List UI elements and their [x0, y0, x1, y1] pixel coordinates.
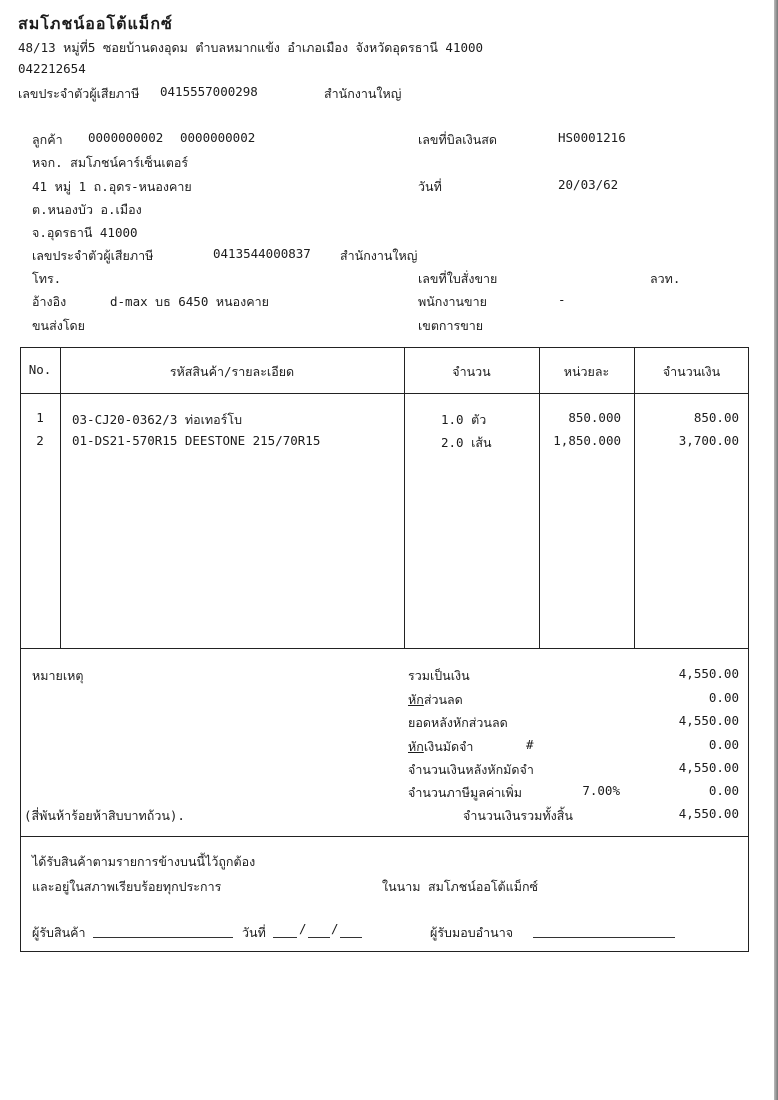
customer-address-1: 41 หมู่ 1 ถ.อุดร-หนองคาย	[32, 179, 192, 194]
salesman-label: พนักงานขาย	[418, 294, 487, 309]
deposit-label-prefix: หัก	[408, 739, 424, 754]
doc-date-label: วันที่	[418, 179, 442, 194]
customer-address-2: ต.หนองบัว อ.เมือง	[32, 202, 142, 217]
receive-date-label: วันที่	[242, 925, 266, 940]
header-unit-price: หน่วยละ	[563, 364, 610, 379]
customer-name: หจก. สมโภชน์คาร์เซ็นเตอร์	[32, 155, 189, 170]
row-2-unit-price: 1,850.000	[553, 433, 621, 448]
receive-date-year-line	[340, 937, 362, 938]
discount-value: 0.00	[708, 690, 739, 705]
row-2-description: 01-DS21-570R15 DEESTONE 215/70R15	[72, 433, 321, 448]
after-discount-label: ยอดหลังหักส่วนลด	[408, 715, 508, 730]
page-edge-shadow	[774, 0, 778, 1100]
receipt-confirmation-line-2: และอยู่ในสภาพเรียบร้อยทุกประการ	[32, 879, 222, 894]
company-name: สมโภชน์ออโต้แม็กซ์	[18, 14, 173, 33]
customer-tax-label: เลขประจำตัวผู้เสียภาษี	[32, 248, 154, 263]
customer-ship-label: ขนส่งโดย	[32, 318, 85, 333]
row-1-quantity: 1.0 ตัว	[441, 412, 487, 427]
col-divider-no	[60, 347, 61, 648]
bill-number: HS0001216	[558, 130, 626, 145]
vat-value: 0.00	[708, 783, 739, 798]
col-divider-desc	[404, 347, 405, 648]
deposit-value: 0.00	[708, 737, 739, 752]
header-no: No.	[28, 362, 52, 377]
company-branch: สำนักงานใหญ่	[324, 86, 402, 101]
salesman-value: -	[558, 292, 566, 307]
customer-label: ลูกค้า	[32, 132, 63, 147]
row-1-description: 03-CJ20-0362/3 ท่อเทอร์โบ	[72, 412, 243, 427]
company-tax-label: เลขประจำตัวผู้เสียภาษี	[18, 86, 140, 101]
row-2-quantity: 2.0 เส้น	[441, 435, 492, 450]
deposit-hash: #	[526, 737, 534, 752]
remark-label: หมายเหตุ	[32, 668, 84, 683]
company-tax-id: 0415557000298	[160, 84, 258, 99]
date-slash-2: /	[331, 921, 339, 936]
customer-code-2: 0000000002	[180, 130, 256, 145]
receiver-label: ผู้รับสินค้า	[32, 925, 86, 940]
customer-ref-label: อ้างอิง	[32, 294, 67, 309]
after-deposit-label: จำนวนเงินหลังหักมัดจำ	[408, 762, 534, 777]
grand-total-value: 4,550.00	[678, 806, 739, 821]
row-1-amount: 850.00	[693, 410, 739, 425]
row-1-unit-price: 850.000	[568, 410, 621, 425]
deposit-label-rest: เงินมัดจำ	[423, 739, 474, 754]
receive-date-month-line	[308, 937, 330, 938]
doc-date: 20/03/62	[558, 177, 619, 192]
discount-label-rest: ส่วนลด	[423, 692, 463, 707]
amount-in-words: (สี่พันห้าร้อยห้าสิบบาทถ้วน).	[24, 808, 185, 823]
header-quantity: จำนวน	[452, 364, 491, 379]
table-header-divider	[20, 393, 749, 394]
vat-label: จำนวนภาษีมูลค่าเพิ่ม	[408, 785, 522, 800]
row-2-amount: 3,700.00	[678, 433, 739, 448]
order-value: ลวท.	[650, 271, 681, 286]
customer-branch: สำนักงานใหญ่	[340, 248, 418, 263]
company-address: 48/13 หมู่ที่5 ซอยบ้านดงอุดม ตำบลหมากแข้ง อำเภอเมือง จังหวัดอุดรธานี 41000	[18, 40, 484, 55]
company-phone: 042212654	[18, 61, 86, 76]
customer-phone-label: โทร.	[32, 271, 62, 286]
customer-code-1: 0000000002	[88, 130, 164, 145]
date-slash-1: /	[299, 921, 307, 936]
discount-label-prefix: หัก	[408, 692, 424, 707]
on-behalf-of: ในนาม สมโภชน์ออโต้แม็กซ์	[382, 879, 539, 894]
subtotal-label: รวมเป็นเงิน	[408, 668, 470, 683]
receipt-confirmation-line-1: ได้รับสินค้าตามรายการข้างบนนี้ไว้ถูกต้อง	[32, 854, 256, 869]
row-1-no: 1	[36, 410, 44, 425]
col-divider-qty	[539, 347, 540, 648]
table-bottom-divider	[20, 648, 749, 649]
customer-tax-id: 0413544000837	[213, 246, 311, 261]
col-divider-price	[634, 347, 635, 648]
customer-ref-value: d-max บธ 6450 หนองคาย	[110, 294, 269, 309]
after-discount-value: 4,550.00	[678, 713, 739, 728]
receiver-signature-line	[93, 937, 233, 938]
customer-address-3: จ.อุดรธานี 41000	[32, 225, 138, 240]
authorized-label: ผู้รับมอบอำนาจ	[430, 925, 514, 940]
vat-rate: 7.00%	[582, 783, 620, 798]
header-description: รหัสสินค้า/รายละเอียด	[169, 364, 295, 379]
order-label: เลขที่ใบสั่งขาย	[418, 271, 498, 286]
authorized-signature-line	[533, 937, 675, 938]
discount-label	[408, 690, 463, 710]
row-2-no: 2	[36, 433, 44, 448]
sales-area-label: เขตการขาย	[418, 318, 484, 333]
subtotal-value: 4,550.00	[678, 666, 739, 681]
deposit-label	[408, 737, 473, 757]
bill-label: เลขที่บิลเงินสด	[418, 132, 497, 147]
after-deposit-value: 4,550.00	[678, 760, 739, 775]
grand-total-label: จำนวนเงินรวมทั้งสิ้น	[463, 808, 573, 823]
summary-bottom-divider	[20, 836, 749, 837]
header-amount: จำนวนเงิน	[662, 364, 721, 379]
receive-date-day-line	[273, 937, 297, 938]
